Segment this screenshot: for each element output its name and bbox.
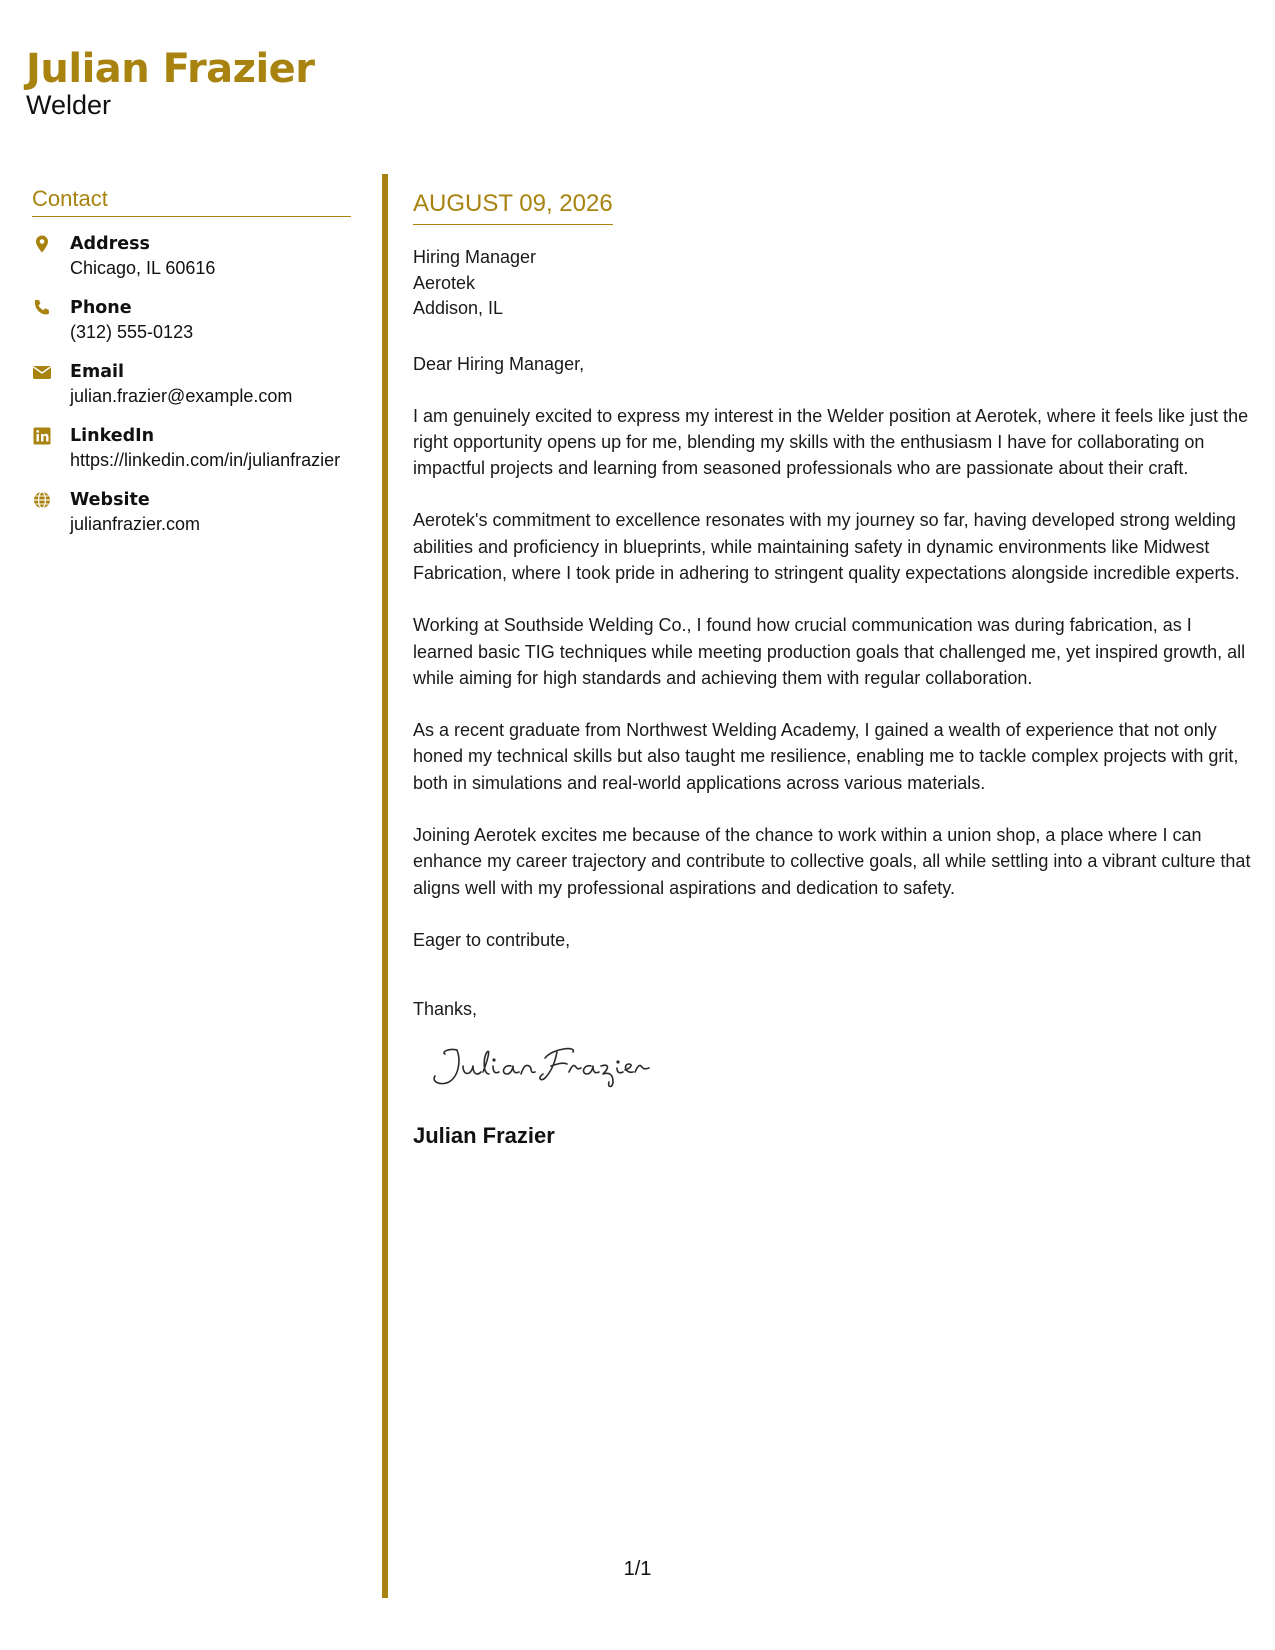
handwritten-signature <box>427 1042 1253 1097</box>
recipient-block <box>413 245 1253 322</box>
page-number: 1/1 <box>623 1558 652 1580</box>
contact-item-email <box>32 360 351 409</box>
vertical-divider <box>382 174 388 1598</box>
contact-heading: Contact <box>32 186 351 217</box>
phone-icon <box>32 296 70 345</box>
closing-line: Eager to contribute, <box>413 929 571 950</box>
contact-item-phone <box>32 296 351 345</box>
map-pin-icon <box>32 232 70 281</box>
paragraph: Working at Southside Welding Co., I found how crucial communication was during fabrication, as I learned basic TIG techniques while meeting production goals that challenged me, yet inspired growth, all while aiming for high standards and achieving them with regular collaboration. <box>413 615 1246 688</box>
contact-label: LinkedIn <box>70 426 155 446</box>
contact-value: (312) 555-0123 <box>70 322 194 342</box>
envelope-icon <box>32 360 70 409</box>
contact-value[interactable]: julianfrazier.com <box>70 514 201 534</box>
applicant-name: Julian Frazier <box>26 46 315 92</box>
greeting: Dear Hiring Manager, <box>413 353 585 374</box>
contact-item-address <box>32 232 351 281</box>
signed-name: Julian Frazier <box>413 1122 555 1148</box>
linkedin-icon <box>32 424 70 473</box>
contact-label: Address <box>70 234 150 254</box>
paragraph: Aerotek's commitment to excellence resonates with my journey so far, having developed strong welding abilities and proficiency in blueprints, while maintaining safety in dynamic environments like Midwest Fabrication, where I took pride in adhering to stringent quality expectations alongside incredible experts. <box>413 510 1240 583</box>
contact-label: Phone <box>70 298 132 318</box>
paragraph: Joining Aerotek excites me because of the chance to work within a union shop, a place where I can enhance my career trajectory and contribute to collective goals, all while settling into a vibrant culture that aligns well with my professional aspirations and dedication to safety. <box>413 825 1251 898</box>
recipient-company: Aerotek <box>413 272 476 293</box>
applicant-role: Welder <box>26 90 112 120</box>
contact-value[interactable]: https://linkedin.com/in/julianfrazier <box>70 450 341 470</box>
recipient-location: Addison, IL <box>413 298 504 318</box>
contact-item-website <box>32 488 351 537</box>
letter-date: AUGUST 09, 2026 <box>413 190 613 225</box>
contact-sidebar <box>32 186 351 537</box>
contact-value[interactable]: julian.frazier@example.com <box>70 386 293 406</box>
paragraph: As a recent graduate from Northwest Welding Academy, I gained a wealth of experience that not only honed my technical skills but also taught me resilience, enabling me to tackle complex projects with grit, both in simulations and real-world applications across various materials. <box>413 720 1239 793</box>
contact-label: Email <box>70 362 124 382</box>
letter-header <box>26 46 315 121</box>
thanks-line: Thanks, <box>413 998 478 1019</box>
contact-item-linkedin <box>32 424 351 473</box>
paragraph: I am genuinely excited to express my interest in the Welder position at Aerotek, where it feels like just the right opportunity opens up for me, blending my skills with the enthusiasm I have for collaborating on impactful projects and learning from seasoned professionals who are passionate about their craft. <box>413 405 1249 479</box>
letter-body <box>413 190 1253 1149</box>
recipient-title: Hiring Manager <box>413 247 537 267</box>
contact-value: Chicago, IL 60616 <box>70 258 216 278</box>
contact-label: Website <box>70 490 150 510</box>
globe-icon <box>32 488 70 537</box>
